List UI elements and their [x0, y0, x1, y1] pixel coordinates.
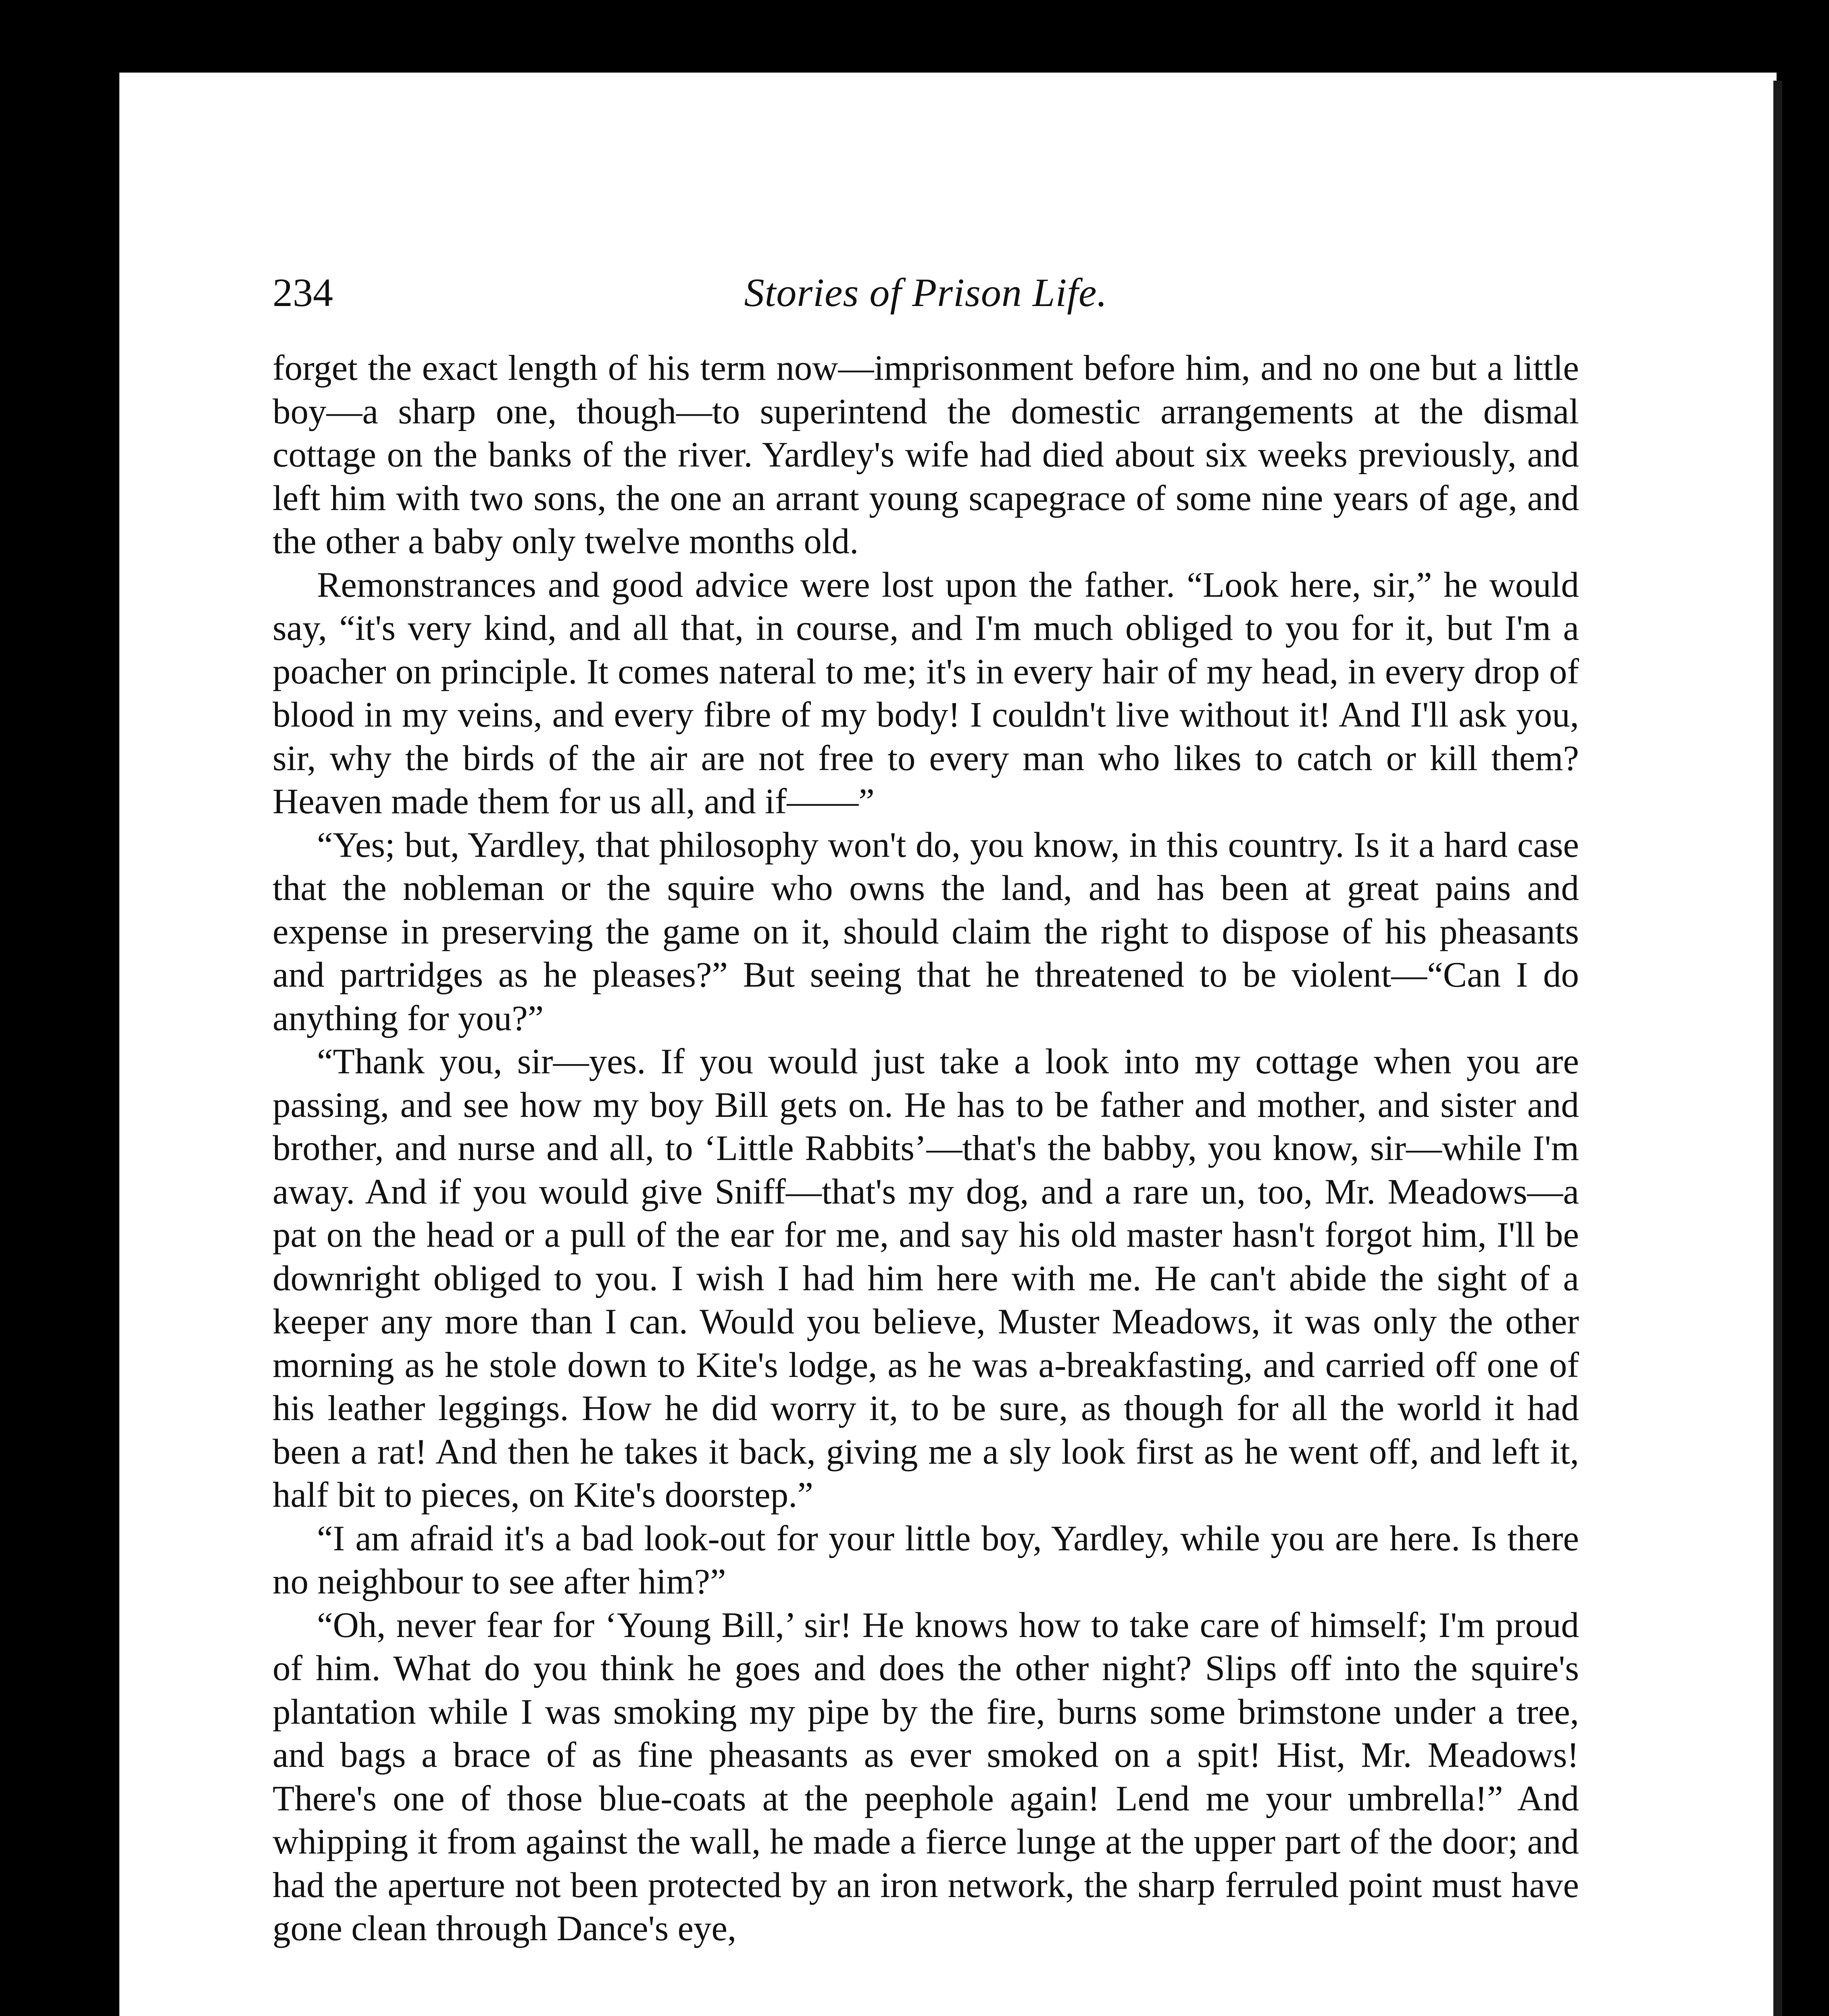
paragraph: “Thank you, sir—yes. If you would just take a look into my cottage when you are passing, and see how my boy Bill gets on. He has to be father and mother, and sister and brother, and nurse and all, to ‘Little Rabbits’—that's the babby, you know, sir—while I'm away. And if you would give Sniff—that's my dog, and a rare un, too, Mr. Meadows—a pat on the head or a pull of the ear for me, and say his old master hasn't forgot him, I'll be downright obliged to you. I wish I had him here with me. He can't abide the sight of a keeper any more than I can. Would you believe, Muster Meadows, it was only the other morning as he stole down to Kite's lodge, as he was a-breakfasting, and carried off one of his leather leggings. How he did worry it, to be sure, as though for all the world it had been a rat! And then he takes it back, giving me a sly look first as he went off, and left it, half bit to pieces, on Kite's doorstep.” — [273, 1042, 1579, 1515]
page-number: 234 — [273, 270, 333, 315]
running-title: Stories of Prison Life. — [744, 270, 1108, 315]
paragraph: Remonstrances and good advice were lost upon the father. “Look here, sir,” he would say, “it's very kind, and all that, in course, and I'm much obliged to you for it, but I'm a poacher on principle. It comes nateral to me; it's in every hair of my head, in every drop of blood in my veins, and every fibre of my body! I couldn't live without it! And I'll ask you, sir, why the birds of the air are not free to every man who likes to catch or kill them? Heaven made them for us all, and if——” — [273, 565, 1579, 821]
page-edge-shadow — [1773, 81, 1782, 2016]
paragraph: “Oh, never fear for ‘Young Bill,’ sir! He knows how to take care of himself; I'm proud of him. What do you think he goes and does the other night? Slips off into the squire's plantation while I was smoking my pipe by the fire, burns some brimstone under a tree, and bags a brace of as fine pheasants as ever smoked on a spit! Hist, Mr. Meadows! There's one of those blue-coats at the peephole again! Lend me your umbrella!” And whipping it from against the wall, he made a fierce lunge at the upper part of the door; and had the aperture not been protected by an iron network, the sharp ferruled point must have gone clean through Dance's eye, — [273, 1605, 1579, 1948]
paragraph: “I am afraid it's a bad look-out for your little boy, Yardley, while you are here. Is there no neighbour to see after him?” — [273, 1518, 1579, 1602]
paragraph: “Yes; but, Yardley, that philosophy won't do, you know, in this country. Is it a hard case that the nobleman or the squire who owns the land, and has been at great pains and expense in preserving the game on it, should claim the right to dispose of his pheasants and partridges as he pleases?” But seeing that he threatened to be violent—“Can I do anything for you?” — [273, 825, 1579, 1038]
page-header — [273, 269, 1579, 326]
paragraph: forget the exact length of his term now—imprisonment before him, and no one but a little boy—a sharp one, though—to superintend the domestic arrangements at the dismal cottage on the banks of the river. Yardley's wife had died about six weeks previously, and left him with two sons, the one an arrant young scapegrace of some nine years of age, and the other a baby only twelve months old. — [273, 348, 1579, 561]
body-text — [273, 347, 1579, 1951]
